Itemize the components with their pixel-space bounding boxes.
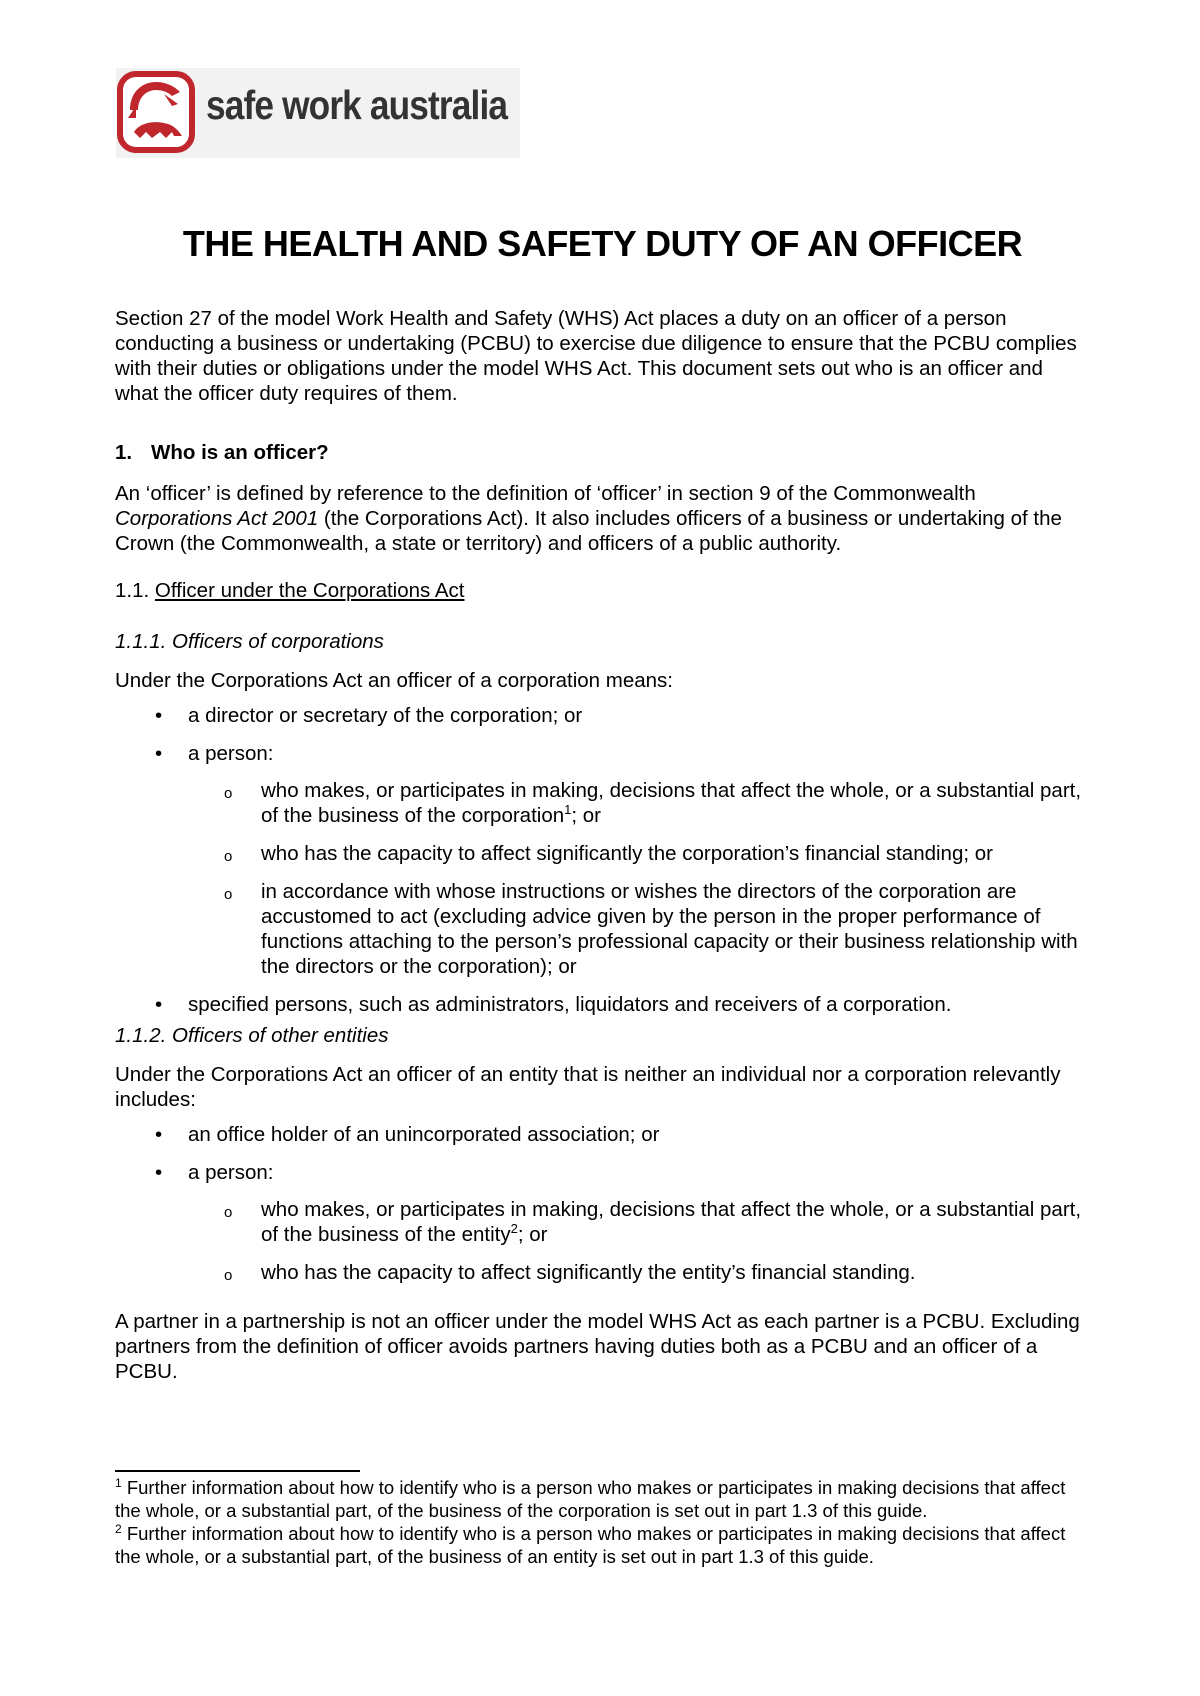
act-name: Corporations Act 2001 <box>115 507 319 530</box>
section-1-heading <box>115 440 1090 465</box>
entities-lead: Under the Corporations Act an officer of an entity that is neither an individual nor a corporation relevantly includes: <box>115 1063 1061 1111</box>
sub-list-item <box>188 778 1090 828</box>
section-1-1-title: Officer under the Corporations Act <box>154 579 465 602</box>
section-1-1-2-number: 1.1.2. <box>115 1024 167 1047</box>
sub-list-item <box>188 1197 1090 1247</box>
logo-wordmark: safe work australia <box>206 82 508 128</box>
list-item-text: a director or secretary of the corporation; or <box>188 704 583 727</box>
section-1-1-1-title: Officers of corporations <box>172 630 384 653</box>
kangaroo-emblem-icon <box>116 70 196 154</box>
footnote-ref-2[interactable]: 2 <box>510 1221 518 1237</box>
section-1-1-2-title: Officers of other entities <box>172 1024 389 1047</box>
footnote-text: Further information about how to identify who is a person who makes or participates in making decisions that affect the whole, or a substantial part, of the business of an entity is set out in part 1.3 of this guide. <box>115 1523 1066 1567</box>
sub-item-text: who has the capacity to affect significantly the corporation’s financial standing; or <box>261 842 993 865</box>
section-1-1-2-heading <box>115 1023 1090 1048</box>
bullet-icon: • <box>155 704 163 727</box>
list-item <box>115 1160 1090 1285</box>
list-item <box>115 741 1090 979</box>
section-1-1-number: 1.1. <box>115 579 150 602</box>
intro-paragraph: Section 27 of the model Work Health and Safety (WHS) Act places a duty on an officer of a person conducting a business or undertaking (PCBU) to exercise due diligence to ensure that the PCBU complies with their duties or obligations under the model WHS Act. This document sets out who is an officer and what the officer duty requires of them. <box>115 307 1077 405</box>
footnote-mark: 1 <box>115 1475 122 1490</box>
bullet-icon: • <box>155 993 163 1016</box>
list-item-text: a person: <box>188 1161 274 1184</box>
section-1-text-a: An ‘officer’ is defined by reference to the definition of ‘officer’ in section 9 of the Commonwealth <box>115 482 976 505</box>
section-1-paragraph <box>115 481 1090 556</box>
page-title: THE HEALTH AND SAFETY DUTY OF AN OFFICER <box>182 223 1023 264</box>
list-item-text: a person: <box>188 742 274 765</box>
entity-officer-list <box>115 1122 1090 1285</box>
sub-list <box>188 778 1090 979</box>
sub-list-item <box>188 879 1090 979</box>
list-item-text: an office holder of an unincorporated association; or <box>188 1123 660 1146</box>
bullet-icon: • <box>155 742 163 765</box>
footnote-text: Further information about how to identify who is a person who makes or participates in making decisions that affect the whole, or a substantial part, of the business of the corporation is set out in part 1.3 of this guide. <box>115 1477 1066 1521</box>
sub-item-end: ; or <box>571 804 601 827</box>
sub-list <box>188 1197 1090 1285</box>
section-1-text-b: (the Corporations Act). It also includes officers of a business or undertaking of the Crown (the Commonwealth, a state or territory) and officers of a public authority. <box>115 507 1062 555</box>
sub-bullet-icon: o <box>224 1267 233 1284</box>
sub-item-end: ; or <box>517 1223 548 1246</box>
section-1-1-heading <box>115 578 1090 603</box>
footnote-mark: 2 <box>115 1521 122 1536</box>
list-item-text: specified persons, such as administrators, liquidators and receivers of a corporation. <box>188 993 952 1016</box>
sub-list-item <box>188 1260 1090 1285</box>
footnote-2 <box>115 1522 1090 1568</box>
bullet-icon: • <box>155 1123 163 1146</box>
sub-bullet-icon: o <box>224 848 233 865</box>
sub-item-text: who has the capacity to affect significantly the entity’s financial standing. <box>261 1261 916 1284</box>
list-item <box>115 992 1090 1017</box>
sub-bullet-icon: o <box>224 886 233 903</box>
sub-bullet-icon: o <box>224 785 233 802</box>
safe-work-australia-logo <box>116 68 520 158</box>
footnote-divider <box>115 1470 360 1472</box>
footnote-ref-1[interactable]: 1 <box>564 802 572 818</box>
footnotes <box>115 1476 1090 1568</box>
section-1-number: 1. <box>115 441 133 464</box>
partner-paragraph: A partner in a partnership is not an officer under the model WHS Act as each partner is a PCBU. Excluding partners from the definition of officer avoids partners having duties both as a PCBU and an officer of a PCBU. <box>115 1310 1080 1383</box>
sub-item-text: who makes, or participates in making, decisions that affect the whole, or a substantial part, of the business of the entity <box>261 1198 1082 1246</box>
section-1-1-1-heading <box>115 629 1090 654</box>
footnote-1 <box>115 1476 1090 1522</box>
document-body <box>115 222 1090 1384</box>
bullet-icon: • <box>155 1161 163 1184</box>
sub-item-text: in accordance with whose instructions or wishes the directors of the corporation are accustomed to act (excluding advice given by the person in the proper performance of functions attaching to the person’s professional capacity or their business relationship with the directors or the corporation); or <box>261 880 1078 978</box>
sub-list-item <box>188 841 1090 866</box>
section-1-1-1-number: 1.1.1. <box>115 630 167 653</box>
sub-bullet-icon: o <box>224 1204 233 1221</box>
sub-item-text: who makes, or participates in making, decisions that affect the whole, or a substantial part, of the business of the corporation <box>261 779 1082 827</box>
list-item <box>115 703 1090 728</box>
corporation-officer-list <box>115 703 1090 1017</box>
section-1-title: Who is an officer? <box>151 441 329 464</box>
corporations-lead: Under the Corporations Act an officer of a corporation means: <box>115 669 673 692</box>
list-item <box>115 1122 1090 1147</box>
